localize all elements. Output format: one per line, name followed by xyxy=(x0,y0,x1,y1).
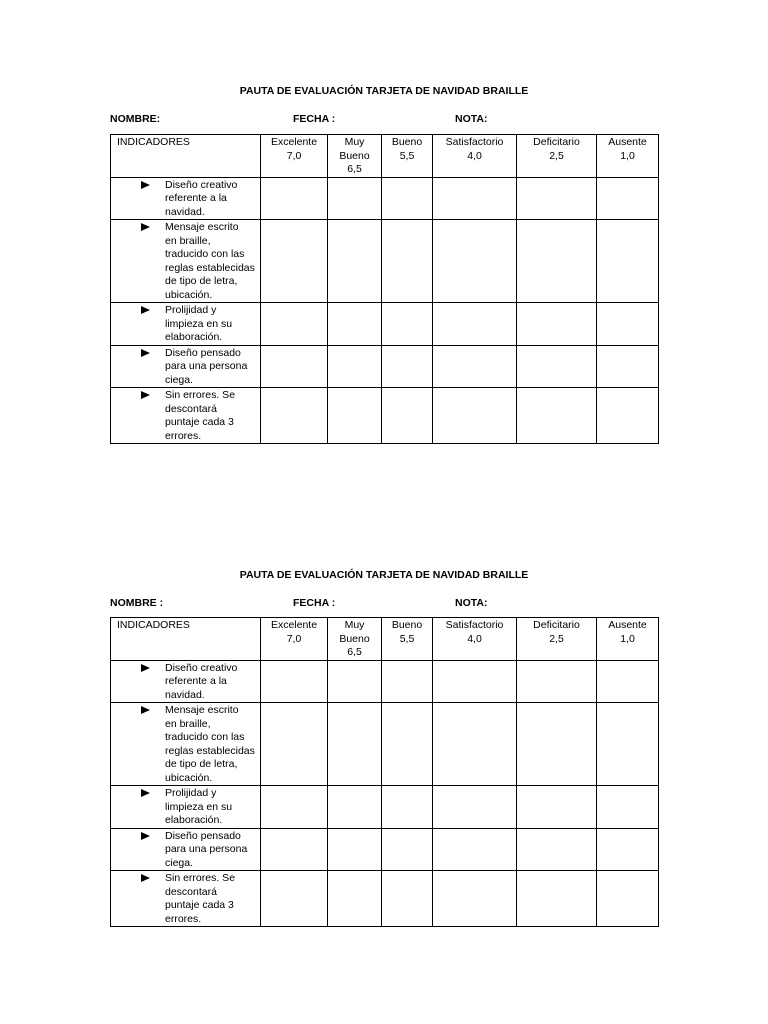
table-row xyxy=(111,345,659,388)
score-cell[interactable] xyxy=(328,786,382,829)
arrow-bullet-icon xyxy=(141,306,150,314)
indicator-cell: Diseño creativo referente a la navidad. xyxy=(111,177,261,220)
arrow-bullet-icon xyxy=(141,832,150,840)
table-row xyxy=(111,786,659,829)
score-cell[interactable] xyxy=(597,345,659,388)
score-cell[interactable] xyxy=(261,177,328,220)
table-row xyxy=(111,388,659,444)
score-cell[interactable] xyxy=(328,660,382,703)
indicator-cell: Sin errores. Se descontará puntaje cada 3 errores. xyxy=(111,871,261,927)
score-cell[interactable] xyxy=(597,703,659,786)
table-row xyxy=(111,220,659,303)
nota-label: NOTA: xyxy=(455,597,488,609)
level-header-muy-bueno: Muy Bueno 6,5 xyxy=(328,618,382,661)
sheet-title: PAUTA DE EVALUACIÓN TARJETA DE NAVIDAD BRAILLE xyxy=(239,85,529,97)
score-cell[interactable] xyxy=(328,388,382,444)
score-cell[interactable] xyxy=(597,828,659,871)
score-cell[interactable] xyxy=(597,871,659,927)
score-cell[interactable] xyxy=(328,303,382,346)
level-header-satisfactorio: Satisfactorio 4,0 xyxy=(433,618,517,661)
score-cell[interactable] xyxy=(261,345,328,388)
level-header-bueno: Bueno 5,5 xyxy=(382,618,433,661)
score-cell[interactable] xyxy=(597,303,659,346)
indicator-cell: Prolijidad y limpieza en su elaboración. xyxy=(111,786,261,829)
level-header-ausente: Ausente 1,0 xyxy=(597,135,659,178)
level-header-excelente: Excelente 7,0 xyxy=(261,135,328,178)
score-cell[interactable] xyxy=(382,660,433,703)
score-cell[interactable] xyxy=(433,303,517,346)
score-cell[interactable] xyxy=(433,388,517,444)
nota-label: NOTA: xyxy=(455,113,488,125)
arrow-bullet-icon xyxy=(141,391,150,399)
score-cell[interactable] xyxy=(517,871,597,927)
table-row xyxy=(111,177,659,220)
score-cell[interactable] xyxy=(382,303,433,346)
score-cell[interactable] xyxy=(261,660,328,703)
indicators-header: INDICADORES xyxy=(111,135,261,178)
score-cell[interactable] xyxy=(517,177,597,220)
score-cell[interactable] xyxy=(433,786,517,829)
rubric-table xyxy=(110,134,659,444)
score-cell[interactable] xyxy=(382,828,433,871)
score-cell[interactable] xyxy=(597,177,659,220)
indicator-cell: Diseño pensado para una persona ciega. xyxy=(111,828,261,871)
score-cell[interactable] xyxy=(597,388,659,444)
indicator-cell: Diseño pensado para una persona ciega. xyxy=(111,345,261,388)
score-cell[interactable] xyxy=(261,220,328,303)
score-cell[interactable] xyxy=(517,660,597,703)
level-header-satisfactorio: Satisfactorio 4,0 xyxy=(433,135,517,178)
nombre-label: NOMBRE: xyxy=(110,113,161,125)
score-cell[interactable] xyxy=(382,345,433,388)
score-cell[interactable] xyxy=(382,871,433,927)
score-cell[interactable] xyxy=(261,303,328,346)
fecha-label: FECHA : xyxy=(293,597,336,609)
evaluation-sheet-2 xyxy=(110,568,658,925)
score-cell[interactable] xyxy=(517,220,597,303)
score-cell[interactable] xyxy=(517,388,597,444)
score-cell[interactable] xyxy=(261,871,328,927)
score-cell[interactable] xyxy=(261,388,328,444)
rubric-table xyxy=(110,617,659,927)
nombre-label: NOMBRE : xyxy=(110,597,164,609)
sheet-title: PAUTA DE EVALUACIÓN TARJETA DE NAVIDAD BRAILLE xyxy=(239,569,529,581)
score-cell[interactable] xyxy=(328,871,382,927)
score-cell[interactable] xyxy=(517,303,597,346)
arrow-bullet-icon xyxy=(141,706,150,714)
score-cell[interactable] xyxy=(517,703,597,786)
arrow-bullet-icon xyxy=(141,874,150,882)
score-cell[interactable] xyxy=(382,177,433,220)
score-cell[interactable] xyxy=(433,703,517,786)
arrow-bullet-icon xyxy=(141,789,150,797)
indicator-cell: Sin errores. Se descontará puntaje cada 3 errores. xyxy=(111,388,261,444)
score-cell[interactable] xyxy=(433,220,517,303)
score-cell[interactable] xyxy=(382,786,433,829)
score-cell[interactable] xyxy=(597,660,659,703)
score-cell[interactable] xyxy=(597,220,659,303)
table-row xyxy=(111,303,659,346)
evaluation-sheet-1 xyxy=(110,84,658,442)
score-cell[interactable] xyxy=(433,177,517,220)
level-header-deficitario: Deficitario 2,5 xyxy=(517,135,597,178)
table-header-row xyxy=(111,135,659,178)
score-cell[interactable] xyxy=(597,786,659,829)
fecha-label: FECHA : xyxy=(293,113,336,125)
score-cell[interactable] xyxy=(328,345,382,388)
score-cell[interactable] xyxy=(382,220,433,303)
level-header-excelente: Excelente 7,0 xyxy=(261,618,328,661)
level-header-muy-bueno: Muy Bueno 6,5 xyxy=(328,135,382,178)
table-row xyxy=(111,660,659,703)
score-cell[interactable] xyxy=(328,703,382,786)
score-cell[interactable] xyxy=(328,177,382,220)
score-cell[interactable] xyxy=(261,703,328,786)
level-header-deficitario: Deficitario 2,5 xyxy=(517,618,597,661)
level-header-bueno: Bueno 5,5 xyxy=(382,135,433,178)
indicators-header: INDICADORES xyxy=(111,618,261,661)
score-cell[interactable] xyxy=(261,828,328,871)
indicator-cell: Mensaje escrito en braille, traducido con las reglas establecidas de tipo de letra, ubicación. xyxy=(111,220,261,303)
table-header-row xyxy=(111,618,659,661)
indicator-cell: Prolijidad y limpieza en su elaboración. xyxy=(111,303,261,346)
student-info-row xyxy=(110,596,658,610)
score-cell[interactable] xyxy=(433,828,517,871)
score-cell[interactable] xyxy=(261,786,328,829)
arrow-bullet-icon xyxy=(141,349,150,357)
score-cell[interactable] xyxy=(382,388,433,444)
table-row xyxy=(111,703,659,786)
student-info-row xyxy=(110,112,658,126)
indicator-cell: Diseño creativo referente a la navidad. xyxy=(111,660,261,703)
score-cell[interactable] xyxy=(328,220,382,303)
arrow-bullet-icon xyxy=(141,664,150,672)
score-cell[interactable] xyxy=(433,345,517,388)
score-cell[interactable] xyxy=(433,871,517,927)
score-cell[interactable] xyxy=(517,828,597,871)
table-row xyxy=(111,828,659,871)
score-cell[interactable] xyxy=(328,828,382,871)
indicator-cell: Mensaje escrito en braille, traducido con las reglas establecidas de tipo de letra, ubicación. xyxy=(111,703,261,786)
score-cell[interactable] xyxy=(517,786,597,829)
score-cell[interactable] xyxy=(382,703,433,786)
level-header-ausente: Ausente 1,0 xyxy=(597,618,659,661)
arrow-bullet-icon xyxy=(141,181,150,189)
arrow-bullet-icon xyxy=(141,223,150,231)
table-row xyxy=(111,871,659,927)
score-cell[interactable] xyxy=(517,345,597,388)
score-cell[interactable] xyxy=(433,660,517,703)
